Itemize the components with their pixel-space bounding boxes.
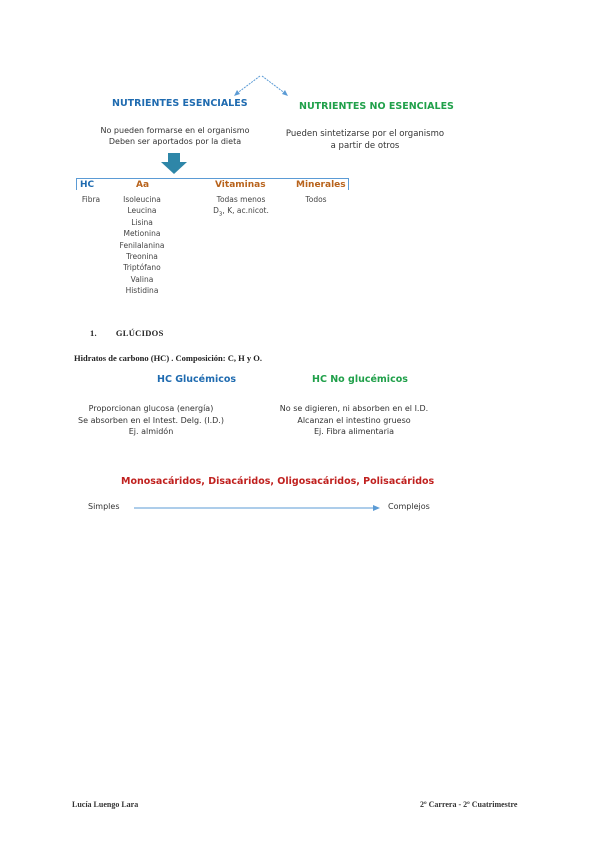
scale-arrow-icon [132, 503, 382, 513]
vitamin-d-label: D [213, 206, 219, 216]
non-essentials-line-1: Pueden sintetizarse por el organismo [285, 129, 445, 139]
list-item: Todas menos [216, 195, 266, 204]
table-top-rule [76, 178, 349, 179]
scale-left-label: Simples [88, 502, 120, 511]
hc-list [78, 194, 104, 205]
table-right-tick [348, 178, 349, 190]
list-item: Treonina [126, 252, 158, 262]
section-heading [90, 328, 164, 338]
scale-right-label: Complejos [388, 502, 430, 511]
essentials-line-2: Deben ser aportados por la dieta [108, 137, 242, 146]
footer-course: 2º Carrera - 2º Cuatrimestre [420, 800, 518, 809]
carbohydrate-types: Monosacáridos, Disacáridos, Oligosacáridos, Polisacáridos [121, 476, 435, 487]
section-title: GLÚCIDOS [115, 328, 164, 338]
vitamin-rest-label: , K, ac.nicot. [222, 206, 269, 216]
non-essentials-line-2: a partir de otros [330, 141, 400, 151]
non-essentials-title: NUTRIENTES NO ESENCIALES [299, 101, 454, 112]
section-number: 1. [90, 328, 97, 338]
list-item: Histidina [125, 286, 159, 296]
list-item: Fenilalanina [119, 240, 165, 250]
list-item: Isoleucina [123, 195, 161, 204]
minerales-list [296, 194, 336, 205]
list-item [196, 205, 286, 221]
glucemicos-title: HC Glucémicos [157, 374, 237, 385]
essentials-description [80, 125, 270, 147]
glucemicos-description [70, 403, 232, 438]
aa-list [112, 194, 172, 297]
list-item: Todos [305, 195, 327, 204]
list-item: Lisina [131, 217, 153, 227]
footer-author: Lucía Luengo Lara [72, 800, 139, 809]
list-item: Valina [130, 274, 154, 284]
vitamin-d-subscript: 3 [218, 211, 223, 218]
section-intro: Hidratos de carbono (HC) . Composición: C, H y O. [74, 353, 262, 363]
column-header-aa: Aa [136, 180, 150, 190]
down-arrow-icon [160, 153, 188, 175]
non-essentials-description [270, 128, 460, 152]
essentials-title: NUTRIENTES ESENCIALES [112, 98, 248, 109]
list-item: Triptófano [123, 263, 161, 273]
no-glucemicos-line-3: Ej. Fibra alimentaria [313, 427, 394, 436]
column-header-minerales: Minerales [296, 180, 346, 190]
no-glucemicos-line-2: Alcanzan el intestino grueso [297, 415, 411, 425]
vitaminas-list [196, 194, 286, 221]
glucemicos-line-1: Proporcionan glucosa (energía) [88, 404, 214, 413]
glucemicos-line-2: Se absorben en el Intest. Delg. (I.D.) [78, 415, 224, 425]
column-header-vitaminas: Vitaminas [215, 180, 266, 190]
no-glucemicos-title: HC No glucémicos [312, 374, 408, 385]
list-item: Metionina [123, 229, 161, 239]
list-item: Leucina [127, 206, 157, 216]
no-glucemicos-line-1: No se digieren, ni absorben en el I.D. [279, 404, 429, 413]
column-header-hc: HC [80, 180, 95, 190]
essentials-line-1: No pueden formarse en el organismo [100, 126, 250, 135]
glucemicos-line-3: Ej. almidón [128, 427, 174, 436]
table-left-tick [76, 178, 77, 190]
no-glucemicos-description [268, 403, 440, 438]
list-item: Fibra [81, 195, 101, 204]
